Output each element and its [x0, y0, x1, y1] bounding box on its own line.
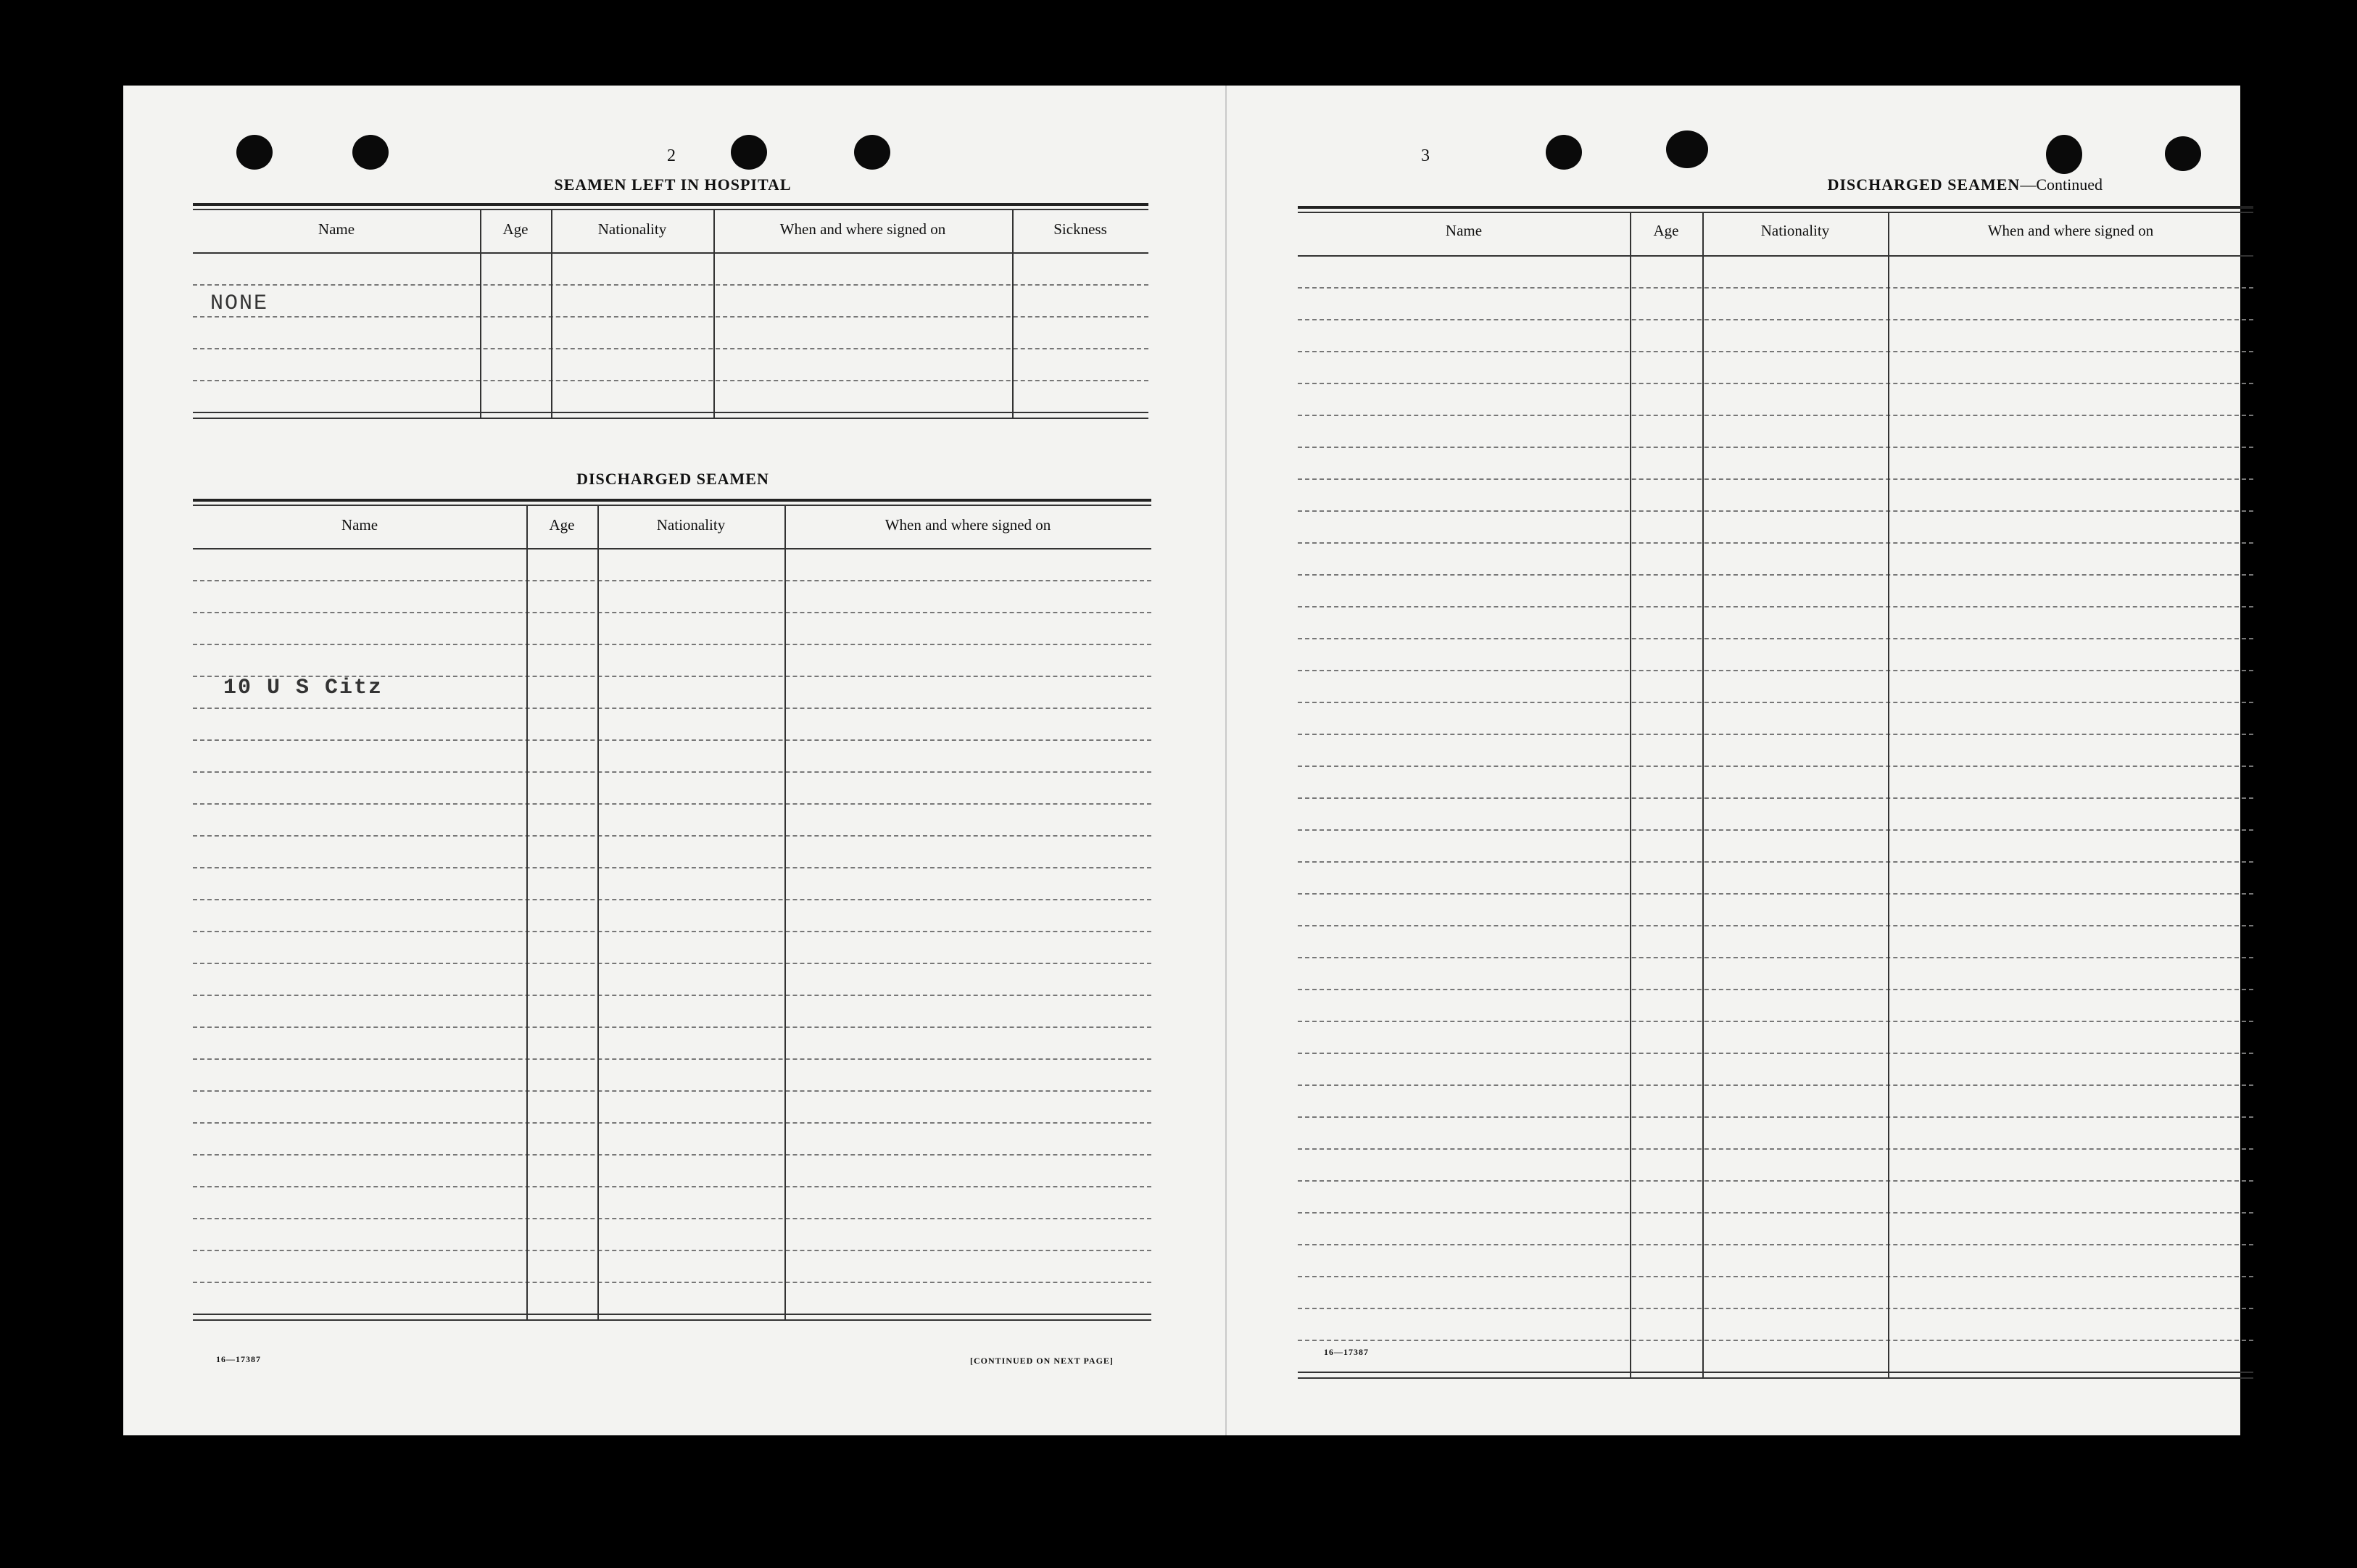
document-sheet — [123, 86, 2240, 1435]
page-number: 2 — [667, 146, 676, 165]
column-header: Sickness — [1053, 220, 1107, 238]
column-header: When and where signed on — [779, 220, 946, 238]
column-header: Name — [341, 516, 378, 534]
column-header: Name — [1445, 222, 1483, 239]
discharged-table — [193, 499, 1151, 1434]
right-page — [1225, 86, 2240, 1435]
form-number: 16—17387 — [216, 1354, 261, 1364]
continued-suffix: —Continued — [2020, 175, 2103, 194]
column-header: Nationality — [597, 220, 667, 238]
left-page — [123, 86, 1225, 1435]
column-header: When and where signed on — [1987, 222, 2154, 239]
hospital-table — [193, 203, 1148, 449]
discharged-continued-table — [1298, 206, 2253, 1424]
column-header: Name — [318, 220, 355, 238]
continued-note: [CONTINUED ON NEXT PAGE] — [970, 1356, 1114, 1366]
column-header: Nationality — [656, 516, 726, 534]
section-title: DISCHARGED SEAMEN — [1827, 175, 2021, 194]
column-header: Age — [1653, 222, 1679, 239]
discharged-continued-title — [1225, 175, 2103, 194]
hospital-section-title: SEAMEN LEFT IN HOSPITAL — [554, 175, 792, 194]
column-header: Age — [502, 220, 529, 238]
column-header: Nationality — [1760, 222, 1830, 239]
hospital-entry: NONE — [210, 291, 269, 316]
discharged-section-title: DISCHARGED SEAMEN — [576, 470, 769, 488]
form-number: 16—17387 — [1324, 1347, 1369, 1357]
column-header: When and where signed on — [885, 516, 1051, 534]
column-header: Age — [549, 516, 575, 534]
page-number: 3 — [1421, 146, 1430, 165]
discharged-entry: 10 U S Citz — [223, 676, 384, 700]
